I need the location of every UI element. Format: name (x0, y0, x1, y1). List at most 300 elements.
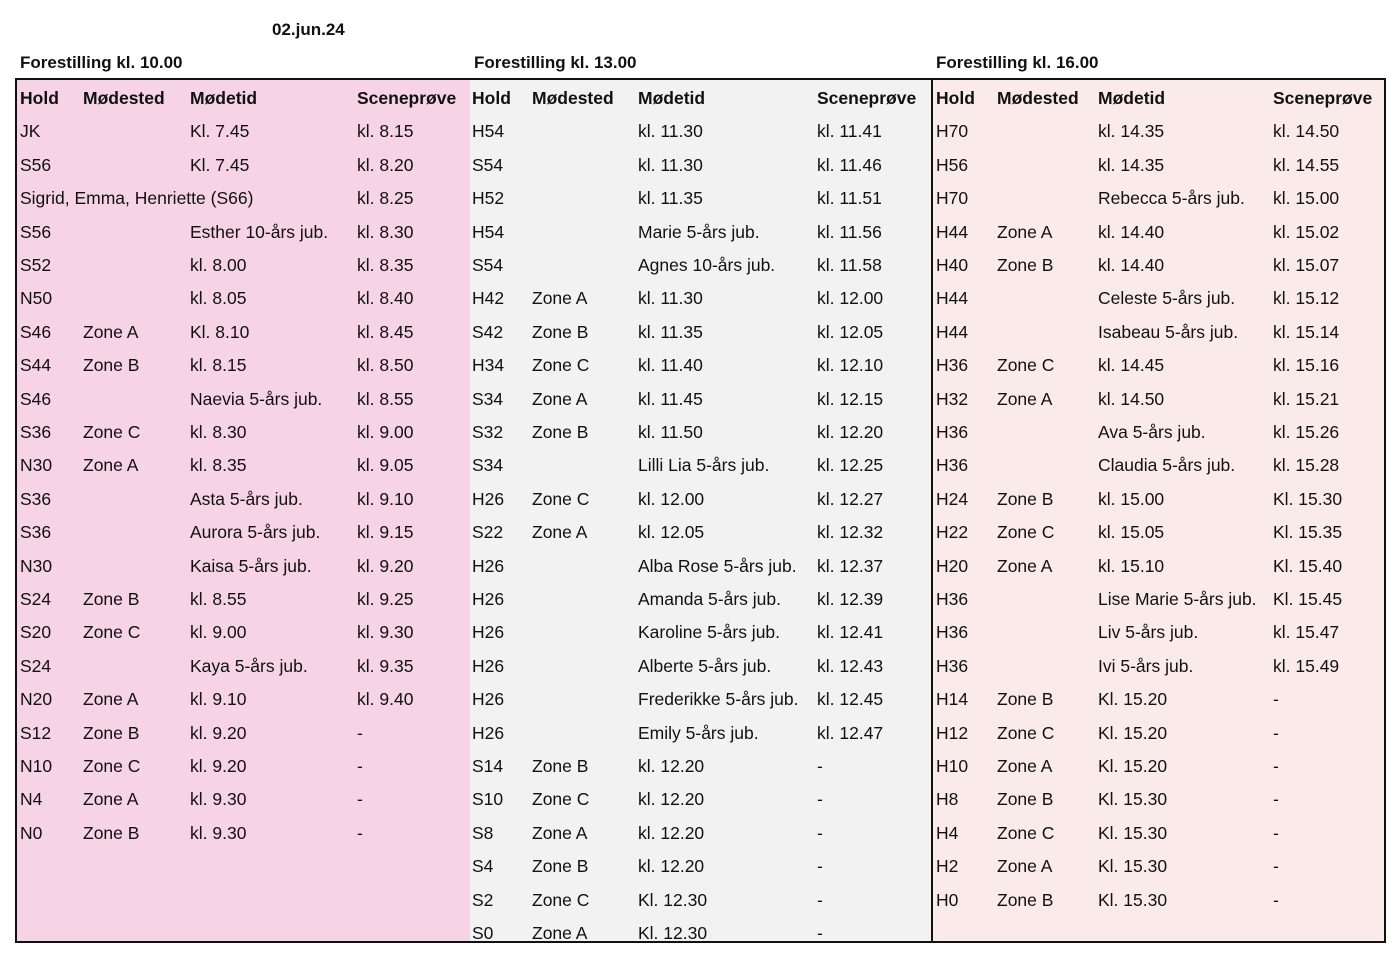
sceneprove-cell: kl. 9.25 (357, 589, 414, 609)
modested-cell: Zone C (83, 622, 141, 643)
table-row (470, 750, 931, 783)
sceneprove-cell: kl. 15.00 (1273, 188, 1340, 209)
table-header-row (933, 82, 1384, 115)
hold-cell: S52 (20, 255, 52, 275)
table-row (470, 449, 931, 482)
sceneprove-cell: kl. 12.20 (817, 422, 884, 442)
table-row (933, 416, 1384, 449)
hold-cell: H34 (472, 355, 505, 376)
modetid-cell: kl. 14.50 (1098, 388, 1165, 409)
modested-cell: Zone A (532, 288, 588, 309)
sceneprove-cell: kl. 12.39 (817, 589, 884, 609)
sceneprove-cell: kl. 12.41 (817, 622, 884, 643)
sceneprove-cell: kl. 11.58 (817, 255, 882, 275)
sceneprove-cell: - (357, 722, 363, 743)
table-row (470, 149, 931, 182)
hold-cell: H26 (472, 622, 505, 643)
hold-cell: S46 (20, 321, 52, 342)
table-row (933, 550, 1384, 583)
table-row (933, 884, 1384, 917)
modested-cell: Zone A (997, 856, 1053, 877)
table-row (933, 516, 1384, 549)
sceneprove-cell: kl. 9.35 (357, 655, 414, 676)
sceneprove-cell: - (817, 923, 823, 943)
sceneprove-cell: kl. 12.00 (817, 288, 884, 309)
sceneprove-cell: kl. 15.14 (1273, 321, 1340, 342)
modested-cell: Zone B (532, 856, 589, 877)
modetid-cell: Kl. 15.30 (1098, 822, 1168, 843)
modetid-cell: Lise Marie 5-års jub. (1098, 589, 1257, 609)
sceneprove-cell: kl. 12.15 (817, 388, 884, 409)
modetid-cell: Alba Rose 5-års jub. (638, 555, 797, 576)
sceneprove-cell: kl. 9.40 (357, 689, 414, 710)
table-row (17, 717, 470, 750)
section-title-2: Forestilling kl. 13.00 (474, 53, 637, 72)
modetid-cell: Naevia 5-års jub. (190, 388, 323, 409)
hold-cell: H54 (472, 221, 505, 242)
modetid-cell: Frederikke 5-års jub. (638, 689, 799, 710)
hold-cell: H44 (936, 321, 969, 342)
column-header: Mødested (997, 88, 1079, 108)
modested-cell: Zone A (532, 388, 588, 409)
hold-cell: S46 (20, 388, 52, 409)
column-header: Sceneprøve (1273, 88, 1373, 108)
modetid-cell: Marie 5-års jub. (638, 221, 760, 242)
modetid-cell: Kl. 7.45 (190, 154, 250, 175)
sceneprove-cell: kl. 12.05 (817, 321, 884, 342)
date-label: 02.jun.24 (272, 20, 345, 39)
table-row (470, 616, 931, 649)
modetid-cell: kl. 14.35 (1098, 154, 1165, 175)
modetid-cell: Kl. 15.30 (1098, 856, 1168, 877)
table-row (17, 550, 470, 583)
modetid-cell: kl. 12.05 (638, 522, 705, 543)
modetid-cell: Kl. 12.30 (638, 889, 708, 910)
table-row (17, 149, 470, 182)
table-row (933, 750, 1384, 783)
table-row (17, 650, 470, 683)
table-row (470, 783, 931, 816)
modetid-cell: kl. 8.35 (190, 455, 247, 476)
hold-cell: H26 (472, 589, 505, 609)
sceneprove-cell: kl. 12.45 (817, 689, 884, 710)
hold-cell: H36 (936, 355, 969, 376)
hold-cell: S44 (20, 355, 52, 376)
modetid-cell: kl. 14.40 (1098, 255, 1165, 275)
sceneprove-cell: kl. 8.50 (357, 355, 414, 376)
sceneprove-cell: kl. 12.25 (817, 455, 884, 476)
hold-cell: H40 (936, 255, 969, 275)
table-row (470, 249, 931, 282)
modested-cell: Zone A (83, 689, 139, 710)
sceneprove-cell: - (357, 789, 363, 810)
hold-cell: H42 (472, 288, 505, 309)
hold-cell: H22 (936, 522, 969, 543)
sceneprove-cell: - (1273, 889, 1279, 910)
sceneprove-cell: kl. 8.45 (357, 321, 414, 342)
modetid-cell: Rebecca 5-års jub. (1098, 188, 1245, 209)
modested-cell: Zone B (997, 789, 1054, 810)
hold-cell: H36 (936, 422, 969, 442)
schedule-panel-2 (470, 78, 933, 943)
table-row (17, 316, 470, 349)
sceneprove-cell: kl. 12.43 (817, 655, 884, 676)
modetid-cell: kl. 9.20 (190, 756, 247, 776)
table-row (933, 349, 1384, 382)
schedule-panel-3 (931, 78, 1386, 943)
table-row (933, 616, 1384, 649)
modetid-cell: Emily 5-års jub. (638, 722, 759, 743)
hold-cell: S56 (20, 154, 52, 175)
table-row (933, 249, 1384, 282)
sceneprove-cell: - (817, 856, 823, 877)
sceneprove-cell: kl. 9.30 (357, 622, 414, 643)
hold-cell: H14 (936, 689, 969, 710)
modetid-cell: kl. 9.30 (190, 822, 247, 843)
table-row (470, 850, 931, 883)
hold-cell: H26 (472, 488, 505, 509)
modetid-cell: Kaisa 5-års jub. (190, 555, 312, 576)
sceneprove-cell: - (1273, 789, 1279, 810)
hold-cell: S22 (472, 522, 504, 543)
sceneprove-cell: Kl. 15.35 (1273, 522, 1343, 543)
hold-cell: H24 (936, 488, 969, 509)
table-row (17, 683, 470, 716)
modetid-cell: kl. 11.30 (638, 288, 703, 309)
sceneprove-cell: kl. 15.21 (1273, 388, 1340, 409)
modested-cell: Zone B (83, 355, 140, 376)
modested-cell: Zone B (997, 488, 1054, 509)
sceneprove-cell: kl. 15.07 (1273, 255, 1340, 275)
table-row (933, 783, 1384, 816)
hold-cell: H36 (936, 655, 969, 676)
modetid-cell: kl. 11.40 (638, 355, 703, 376)
column-header: Hold (472, 88, 511, 108)
modetid-cell: kl. 8.30 (190, 422, 247, 442)
hold-cell: H12 (936, 722, 969, 743)
table-row (933, 683, 1384, 716)
column-header: Mødetid (1098, 88, 1166, 108)
modetid-cell: kl. 12.20 (638, 756, 705, 776)
modetid-cell: Kl. 15.30 (1098, 789, 1168, 810)
modetid-cell: kl. 11.35 (638, 188, 703, 209)
hold-cell: S54 (472, 154, 504, 175)
sceneprove-cell: kl. 15.28 (1273, 455, 1340, 476)
modetid-cell: Kl. 8.10 (190, 321, 250, 342)
table-row (470, 817, 931, 850)
modetid-cell: kl. 12.20 (638, 856, 705, 877)
table-row (470, 383, 931, 416)
sceneprove-cell: kl. 8.20 (357, 154, 414, 175)
modested-cell: Zone A (997, 388, 1053, 409)
sceneprove-cell: kl. 14.55 (1273, 154, 1340, 175)
modetid-cell: Kl. 15.20 (1098, 756, 1168, 776)
sceneprove-cell: kl. 9.15 (357, 522, 414, 543)
hold-cell: S54 (472, 255, 504, 275)
modetid-cell: Agnes 10-års jub. (638, 255, 776, 275)
table-row (17, 249, 470, 282)
column-header: Sceneprøve (357, 88, 457, 108)
sceneprove-cell: kl. 12.47 (817, 722, 884, 743)
table-row (933, 583, 1384, 616)
modetid-cell: kl. 15.10 (1098, 555, 1165, 576)
sceneprove-cell: Kl. 15.30 (1273, 488, 1343, 509)
column-header: Mødetid (638, 88, 706, 108)
column-header: Mødested (532, 88, 614, 108)
section-title-1: Forestilling kl. 10.00 (20, 53, 183, 72)
modetid-cell: Kl. 15.20 (1098, 689, 1168, 710)
modetid-cell: Esther 10-års jub. (190, 221, 329, 242)
hold-cell: S34 (472, 455, 504, 476)
sceneprove-cell: kl. 12.27 (817, 488, 884, 509)
sceneprove-cell: - (357, 756, 363, 776)
hold-cell: S4 (472, 856, 494, 877)
modetid-cell: Kl. 7.45 (190, 121, 250, 142)
modested-cell: Zone A (532, 923, 588, 943)
sceneprove-cell: kl. 15.47 (1273, 622, 1340, 643)
sceneprove-cell: - (1273, 689, 1279, 710)
sceneprove-cell: kl. 11.56 (817, 221, 882, 242)
hold-cell: H26 (472, 555, 505, 576)
sceneprove-cell: kl. 8.30 (357, 221, 414, 242)
hold-cell: H44 (936, 288, 969, 309)
table-row (17, 750, 470, 783)
modested-cell: Zone C (997, 722, 1055, 743)
modested-cell: Zone B (997, 689, 1054, 710)
modested-cell: Zone A (997, 756, 1053, 776)
table-row (470, 550, 931, 583)
table-row (17, 115, 470, 148)
hold-cell: N0 (20, 822, 43, 843)
modetid-cell: Celeste 5-års jub. (1098, 288, 1236, 309)
modetid-cell: Karoline 5-års jub. (638, 622, 781, 643)
sceneprove-cell: - (1273, 756, 1279, 776)
modested-cell: Zone C (532, 355, 590, 376)
sceneprove-cell: kl. 8.55 (357, 388, 414, 409)
hold-cell: N10 (20, 756, 53, 776)
modetid-cell: kl. 11.30 (638, 121, 703, 142)
hold-cell: H8 (936, 789, 959, 810)
modested-cell: Zone A (83, 789, 139, 810)
modetid-cell: Kl. 15.30 (1098, 889, 1168, 910)
modetid-cell: Amanda 5-års jub. (638, 589, 781, 609)
table-row (470, 917, 931, 950)
hold-cell: S24 (20, 655, 52, 676)
table-row (470, 416, 931, 449)
hold-cell: S0 (472, 923, 494, 943)
table-row (17, 817, 470, 850)
modested-cell: Zone C (532, 789, 590, 810)
hold-cell: S10 (472, 789, 504, 810)
hold-cell: H70 (936, 188, 969, 209)
modetid-cell: kl. 9.10 (190, 689, 247, 710)
modetid-cell: kl. 9.00 (190, 622, 247, 643)
sceneprove-cell: kl. 8.15 (357, 121, 414, 142)
schedule-panel-1 (15, 78, 472, 943)
table-row (470, 683, 931, 716)
table-row (933, 483, 1384, 516)
sceneprove-cell: kl. 12.32 (817, 522, 884, 543)
hold-cell: H26 (472, 689, 505, 710)
hold-cell: N4 (20, 789, 43, 810)
modetid-cell: kl. 8.55 (190, 589, 247, 609)
table-row (470, 216, 931, 249)
table-row (17, 583, 470, 616)
sceneprove-cell: kl. 9.10 (357, 488, 414, 509)
table-row (470, 349, 931, 382)
modetid-cell: kl. 12.20 (638, 789, 705, 810)
hold-cell: H4 (936, 822, 959, 843)
modetid-cell: Isabeau 5-års jub. (1098, 321, 1239, 342)
hold-cell: H52 (472, 188, 505, 209)
modetid-cell: Lilli Lia 5-års jub. (638, 455, 770, 476)
sceneprove-cell: - (1273, 856, 1279, 877)
modetid-cell: kl. 11.45 (638, 388, 703, 409)
hold-cell: N30 (20, 555, 53, 576)
hold-cell: S12 (20, 722, 52, 743)
modested-cell: Zone C (83, 422, 141, 442)
hold-cell: S34 (472, 388, 504, 409)
table-row (470, 650, 931, 683)
sceneprove-cell: - (1273, 822, 1279, 843)
column-header: Mødested (83, 88, 165, 108)
sceneprove-cell: - (817, 889, 823, 910)
modested-cell: Zone A (83, 321, 139, 342)
sceneprove-cell: kl. 9.20 (357, 555, 414, 576)
table-row (933, 182, 1384, 215)
sceneprove-cell: kl. 15.12 (1273, 288, 1340, 309)
table-row (470, 717, 931, 750)
section-title-3: Forestilling kl. 16.00 (936, 53, 1099, 72)
modetid-cell: kl. 9.30 (190, 789, 247, 810)
table-row (17, 516, 470, 549)
modetid-cell: kl. 14.40 (1098, 221, 1165, 242)
sceneprove-cell: kl. 15.02 (1273, 221, 1340, 242)
sceneprove-cell: kl. 9.00 (357, 422, 414, 442)
table-row (17, 616, 470, 649)
hold-cell: H10 (936, 756, 969, 776)
sceneprove-cell: kl. 8.25 (357, 188, 414, 209)
modetid-cell: Ava 5-års jub. (1098, 422, 1206, 442)
table-row (933, 717, 1384, 750)
modested-cell: Zone C (997, 822, 1055, 843)
hold-cell: H32 (936, 388, 969, 409)
sceneprove-cell: kl. 11.46 (817, 154, 882, 175)
modested-cell: Zone A (532, 822, 588, 843)
modetid-cell: Aurora 5-års jub. (190, 522, 321, 543)
modested-cell: Zone B (997, 889, 1054, 910)
modested-cell: Zone B (997, 255, 1054, 275)
column-header: Hold (936, 88, 975, 108)
hold-cell: JK (20, 121, 41, 142)
table-row (470, 483, 931, 516)
table-row (933, 850, 1384, 883)
hold-cell: S56 (20, 221, 52, 242)
modetid-cell: Claudia 5-års jub. (1098, 455, 1236, 476)
sceneprove-cell: - (817, 822, 823, 843)
modested-cell: Zone A (83, 455, 139, 476)
hold-cell: S32 (472, 422, 504, 442)
sceneprove-cell: - (1273, 722, 1279, 743)
modested-cell: Zone B (532, 321, 589, 342)
modetid-cell: Liv 5-års jub. (1098, 622, 1199, 643)
hold-cell: S36 (20, 522, 52, 543)
modetid-cell: kl. 8.05 (190, 288, 247, 309)
table-row (17, 483, 470, 516)
hold-cell: H36 (936, 455, 969, 476)
table-row (470, 282, 931, 315)
sceneprove-cell: kl. 8.40 (357, 288, 414, 309)
table-row (17, 383, 470, 416)
hold-cell: S36 (20, 422, 52, 442)
hold-cell: S2 (472, 889, 494, 910)
modetid-cell: Kl. 12.30 (638, 923, 708, 943)
modested-cell: Zone B (83, 722, 140, 743)
table-row (933, 650, 1384, 683)
table-row (17, 282, 470, 315)
table-row (17, 216, 470, 249)
modetid-cell: kl. 15.00 (1098, 488, 1165, 509)
hold-cell: N50 (20, 288, 53, 309)
sceneprove-cell: - (357, 822, 363, 843)
hold-cell: S36 (20, 488, 52, 509)
sceneprove-cell: kl. 9.05 (357, 455, 414, 476)
hold-cell: S8 (472, 822, 494, 843)
table-row (17, 349, 470, 382)
table-header-row (17, 82, 470, 115)
hold-cell: H36 (936, 589, 969, 609)
sceneprove-cell: - (817, 789, 823, 810)
sceneprove-cell: Kl. 15.40 (1273, 555, 1343, 576)
hold-cell: S14 (472, 756, 504, 776)
sceneprove-cell: kl. 15.49 (1273, 655, 1340, 676)
table-row (470, 516, 931, 549)
modetid-cell: kl. 12.00 (638, 488, 705, 509)
column-header: Mødetid (190, 88, 258, 108)
table-row (933, 115, 1384, 148)
hold-cell: H44 (936, 221, 969, 242)
hold-cell: H54 (472, 121, 505, 142)
modetid-cell: kl. 12.20 (638, 822, 705, 843)
modested-cell: Zone B (83, 589, 140, 609)
sceneprove-cell: kl. 12.37 (817, 555, 884, 576)
table-row (933, 817, 1384, 850)
table-row (933, 316, 1384, 349)
modested-cell: Zone C (83, 756, 141, 776)
modested-cell: Zone A (532, 522, 588, 543)
hold-cell: H20 (936, 555, 969, 576)
table-header-row (470, 82, 931, 115)
table-row (17, 416, 470, 449)
hold-cell: H0 (936, 889, 959, 910)
modetid-cell: Kaya 5-års jub. (190, 655, 308, 676)
sceneprove-cell: kl. 11.41 (817, 121, 882, 142)
table-row (470, 316, 931, 349)
hold-cell: Sigrid, Emma, Henriette (S66) (20, 188, 254, 209)
sceneprove-cell: kl. 15.26 (1273, 422, 1340, 442)
hold-cell: S42 (472, 321, 504, 342)
modetid-cell: kl. 11.50 (638, 422, 703, 442)
modested-cell: Zone C (532, 488, 590, 509)
sceneprove-cell: kl. 12.10 (817, 355, 884, 376)
table-row (17, 182, 470, 215)
table-row (470, 115, 931, 148)
hold-cell: H26 (472, 655, 505, 676)
modested-cell: Zone C (997, 522, 1055, 543)
modetid-cell: Asta 5-års jub. (190, 488, 303, 509)
modested-cell: Zone B (532, 756, 589, 776)
modested-cell: Zone C (532, 889, 590, 910)
